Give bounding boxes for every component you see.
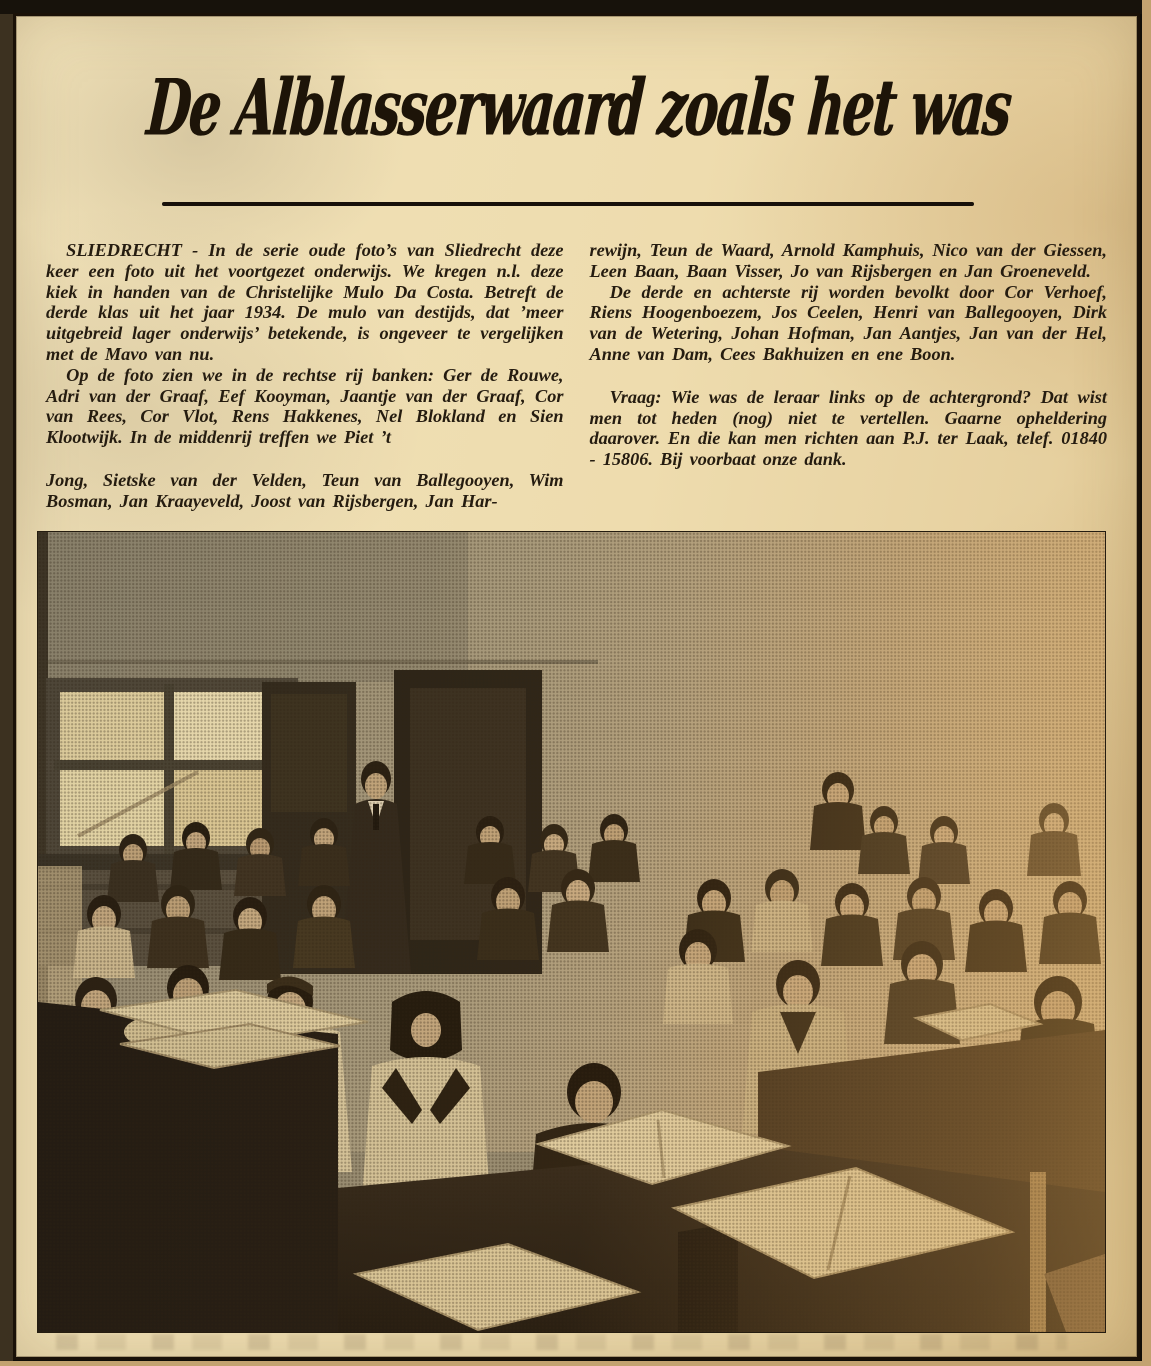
bleed-through-strip [56, 1334, 1067, 1350]
article-title: De Alblasserwaard zoals het was [143, 61, 1014, 153]
column-left [46, 240, 564, 512]
paragraph-rechtse-rij: Op de foto zien we in de rechtse rij banken: Ger de Rouwe, Adri van der Graaf, Eef Kooyman, Jaantje van der Graaf, Cor van Rees, Cor Vlot, Rens Hakkenes, Nel Blokland en Sien Klootwijk. In de middenrij treffen we Piet ’t [46, 364, 564, 448]
newspaper-page [13, 13, 1140, 1360]
paragraph-achterste-rij: De derde en achterste rij worden bevolkt door Cor Verhoef, Riens Hoogenboezem, Jos Ceelen, Henri van Ballegooyen, Dirk van de Wetering, Johan Hofman, Jan Aantjes, Jan van der Hel, Anne van Dam, Cees Bakhuizen en ene Boon. [589, 281, 1107, 364]
title-rule [162, 202, 974, 206]
paragraph-middenrij: Jong, Sietske van der Velden, Teun van Ballegooyen, Wim Bosman, Jan Kraayeveld, Joost van Rijsbergen, Jan Har- [46, 469, 564, 511]
paragraph-middenrij-vervolg: rewijn, Teun de Waard, Arnold Kamphuis, Nico van der Giessen, Leen Baan, Baan Visser, Jo van Rijsbergen en Jan Groeneveld. [589, 240, 1107, 281]
article-columns [46, 240, 1107, 512]
paragraph-vraag: Vraag: Wie was de leraar links op de achtergrond? Dat wist men tot heden (nog) niet te vertellen. Gaarne opheldering daarover. En die kan men richten aan P.J. ter Laak, telef. 01840 - 15806. Bij voorbaat onze dank. [589, 386, 1107, 470]
paragraph-intro: SLIEDRECHT - In de serie oude foto’s van Sliedrecht deze keer een foto uit het voortgezet onderwijs. We kregen n.l. deze kiek in handen van de Christelijke Mulo Da Costa. Betreft de derde klas uit het jaar 1934. De mulo van destijds, dat ’meer uitgebreid lager onderwijs’ betekende, is ongeveer te vergelijken met de Mavo van nu. [46, 240, 564, 364]
column-right [590, 240, 1108, 512]
classroom-photo [38, 532, 1105, 1332]
classroom-photo-art [38, 532, 1105, 1332]
